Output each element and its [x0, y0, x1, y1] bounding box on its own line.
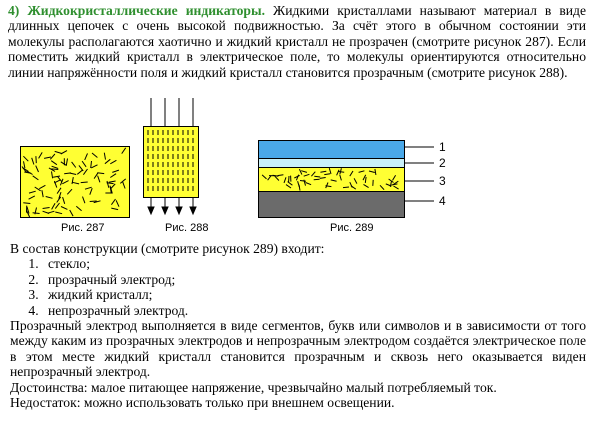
list-item: 2. прозрачный электрод;	[42, 272, 586, 287]
operation-paragraph: Прозрачный электрод выполняется в виде сегментов, букв или символов и в зависимости от того между каким из прозрачных электродов и непрозрачным электродом создаётся электрическое поле в этом месте жидкий кристалл становится прозрачным и сквозь него оказывается виден непрозрачный электрод.	[10, 318, 586, 380]
construction-intro: В состав конструкции (смотрите рисунок 289) входит:	[10, 241, 325, 256]
section-heading: 4) Жидкокристаллические индикаторы.	[8, 3, 265, 18]
field-arrows-bottom	[148, 198, 196, 214]
crystal-block-chaotic	[21, 147, 130, 218]
layer-label-2: 2	[439, 156, 446, 170]
molecule-dash	[338, 172, 344, 173]
crystal-block-aligned	[144, 127, 199, 198]
figures	[0, 98, 591, 238]
figure-287	[20, 146, 130, 218]
intro-paragraph	[8, 3, 586, 80]
layer-label-1: 1	[439, 140, 446, 154]
molecule-dash	[314, 179, 320, 180]
transparent-electrode-layer	[259, 159, 405, 168]
advantage-text: Достоинства: малое питающее напряжение, чрезвычайно малый потребляемый ток.	[10, 379, 497, 395]
molecule-dash	[23, 203, 30, 204]
opaque-electrode-layer	[259, 192, 405, 218]
glass-layer	[259, 141, 405, 159]
figure-289	[256, 138, 456, 220]
construction-section	[10, 241, 586, 410]
layer-label-3: 3	[439, 174, 446, 188]
list-item: 1. стекло;	[42, 256, 586, 271]
field-lines-top	[151, 98, 193, 126]
disadvantage-text: Недостаток: можно использовать только при внешнем освещении.	[10, 395, 395, 411]
figure-287-caption: Рис. 287	[61, 222, 105, 234]
molecule-dash	[33, 213, 40, 214]
list-item: 3. жидкий кристалл;	[42, 287, 586, 302]
construction-list	[10, 256, 586, 318]
molecule-dash	[343, 187, 349, 188]
list-item: 4. непрозрачный электрод.	[42, 303, 586, 318]
figure-289-caption: Рис. 289	[330, 222, 374, 234]
intro-text: Жидкими кристаллами называют материал в виде длинных цепочек с очень высокой подвижностью. За счёт этого в обычном состоянии эти молекулы располагаются хаотично и жидкий кристалл не прозрачен (смотрите рисунок 287). Если поместить жидкий кристалл в электрическое поле, то молекулы ориентируются относительно линии напряжённости поля и жидкий кристалл становится прозрачным (смотрите рисунок 288).	[8, 3, 586, 80]
figure-288	[136, 98, 206, 216]
molecule-dash	[90, 201, 97, 202]
layer-label-4: 4	[439, 194, 446, 208]
figure-288-caption: Рис. 288	[165, 222, 209, 234]
molecule-dash	[81, 182, 88, 183]
